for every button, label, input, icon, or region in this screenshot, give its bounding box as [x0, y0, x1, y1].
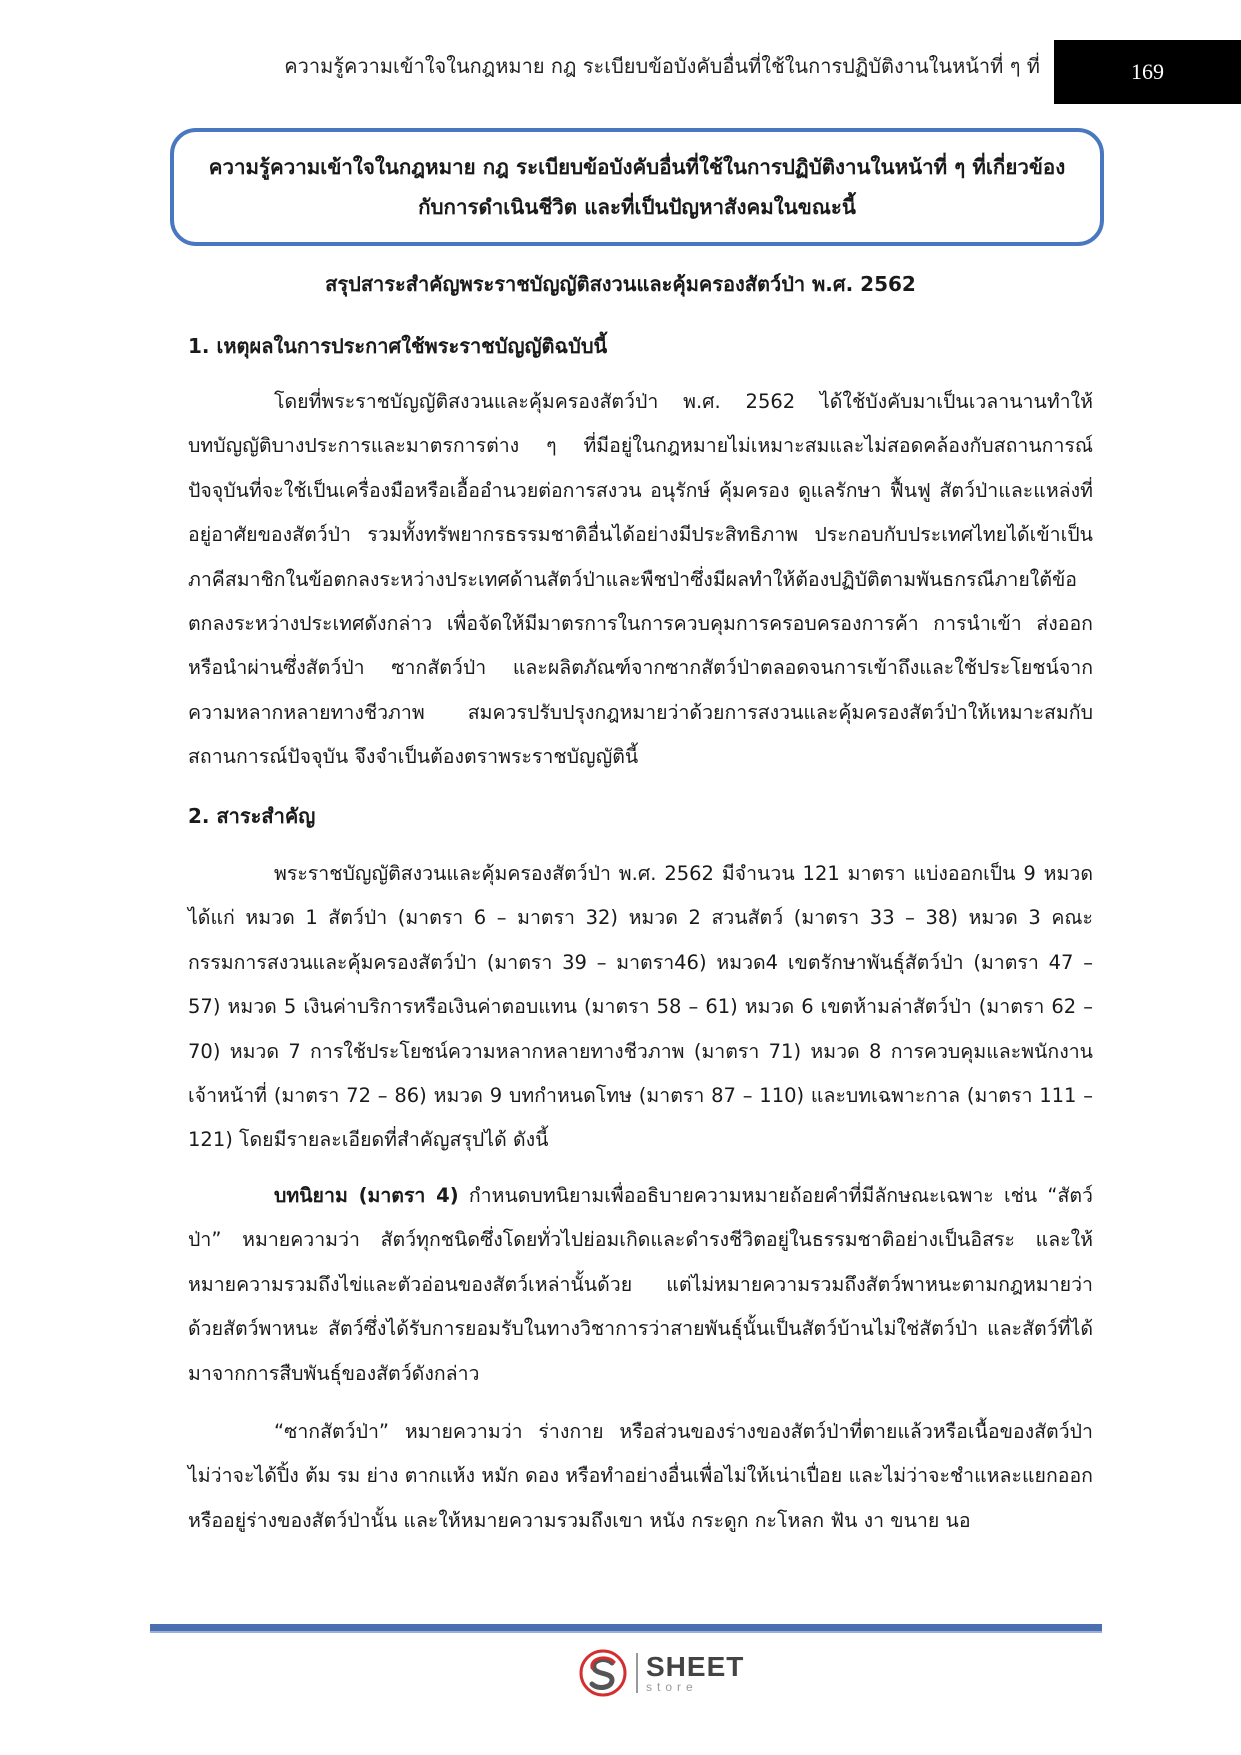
- running-header: ความรู้ความเข้าใจในกฎหมาย กฎ ระเบียบข้อบังคับอื่นที่ใช้ในการปฏิบัติงานในหน้าที่ ๆ ที่: [284, 54, 1040, 78]
- page-number-box: [1054, 40, 1241, 104]
- section-2-paragraph: [188, 852, 1093, 1163]
- logo-divider: [636, 1653, 638, 1693]
- title-line-2: กับการดำเนินชีวิต และที่เป็นปัญหาสังคมในขณะนี้: [418, 195, 856, 219]
- definitions-paragraph: [188, 1174, 1093, 1396]
- document-subtitle: สรุปสาระสำคัญพระราชบัญญัติสงวนและคุ้มครองสัตว์ป่า พ.ศ. 2562: [325, 272, 916, 296]
- logo-text: [646, 1653, 744, 1693]
- section-2-text: พระราชบัญญัติสงวนและคุ้มครองสัตว์ป่า พ.ศ. 2562 มีจำนวน 121 มาตรา แบ่งออกเป็น 9 หมวด ได้แก่ หมวด 1 สัตว์ป่า (มาตรา 6 – มาตรา 32) หมวด 2 สวนสัตว์ (มาตรา 33 – 38) หมวด 3 คณะกรรมการสงวนและคุ้มครองสัตว์ป่า (มาตรา 39 – มาตรา46) หมวด4 เขตรักษาพันธุ์สัตว์ป่า (มาตรา 47 – 57) หมวด 5 เงินค่าบริการหรือเงินค่าตอบแทน (มาตรา 58 – 61) หมวด 6 เขตห้ามล่าสัตว์ป่า (มาตรา 62 – 70) หมวด 7 การใช้ประโยชน์ความหลากหลายทางชีวภาพ (มาตรา 71) หมวด 8 การควบคุมและพนักงานเจ้าหน้าที่ (มาตรา 72 – 86) หมวด 9 บทกำหนดโทษ (มาตรา 87 – 110) และบทเฉพาะกาล (มาตรา 111 – 121) โดยมีรายละเอียดที่สำคัญสรุปได้ ดังนี้: [188, 862, 1093, 1152]
- logo-main-text: SHEET: [646, 1651, 745, 1682]
- section-2-heading: 2. สาระสำคัญ: [188, 804, 316, 828]
- section-1-paragraph: [188, 380, 1093, 780]
- definitions-text: กำหนดบทนิยามเพื่ออธิบายความหมายถ้อยคำที่มีลักษณะเฉพาะ เช่น “สัตว์ป่า” หมายความว่า สัตว์ทุกชนิดซึ่งโดยทั่วไปย่อมเกิดและดำรงชีวิตอยู่ในธรรมชาติอย่างเป็นอิสระ และให้หมายความรวมถึงไข่และตัวอ่อนของสัตว์เหล่านั้นด้วย แต่ไม่หมายความรวมถึงสัตว์พาหนะตามกฎหมายว่าด้วยสัตว์พาหนะ สัตว์ซึ่งได้รับการยอมรับในทางวิชาการว่าสายพันธุ์นั้นเป็นสัตว์บ้านไม่ใช่สัตว์ป่า และสัตว์ที่ได้มาจากการสืบพันธุ์ของสัตว์ดังกล่าว: [188, 1184, 1093, 1385]
- sheet-store-logo-icon: [578, 1648, 628, 1698]
- footer-rule: [150, 1624, 1102, 1633]
- title-box: [170, 128, 1104, 246]
- carcass-definition-text: “ซากสัตว์ป่า” หมายความว่า ร่างกาย หรือส่วนของร่างของสัตว์ป่าที่ตายแล้วหรือเนื้อของสัตว์ป่า ไม่ว่าจะได้ปิ้ง ต้ม รม ย่าง ตากแห้ง หมัก ดอง หรือทำอย่างอื่นเพื่อไม่ให้เน่าเปื่อย และไม่ว่าจะชำแหละแยกออก หรืออยู่ร่างของสัตว์ป่านั้น และให้หมายความรวมถึงเขา หนัง กระดูก กะโหลก ฟัน งา ขนาย นอ: [188, 1420, 1093, 1532]
- definitions-lead: บทนิยาม (มาตรา 4): [274, 1184, 459, 1207]
- title-line-1: ความรู้ความเข้าใจในกฎหมาย กฎ ระเบียบข้อบังคับอื่นที่ใช้ในการปฏิบัติงานในหน้าที่ ๆ ที่เกี่ยวข้อง: [208, 155, 1066, 179]
- page-number: 169: [1131, 59, 1164, 84]
- logo-sub-text: store: [646, 1680, 698, 1694]
- carcass-definition-paragraph: [188, 1410, 1093, 1543]
- section-1-text: โดยที่พระราชบัญญัติสงวนและคุ้มครองสัตว์ป่า พ.ศ. 2562 ได้ใช้บังคับมาเป็นเวลานานทำให้บทบัญญัติบางประการและมาตรการต่าง ๆ ที่มีอยู่ในกฎหมายไม่เหมาะสมและไม่สอดคล้องกับสถานการณ์ปัจจุบันที่จะใช้เป็นเครื่องมือหรือเอื้ออำนวยต่อการสงวน อนุรักษ์ คุ้มครอง ดูแลรักษา ฟื้นฟู สัตว์ป่าและแหล่งที่อยู่อาศัยของสัตว์ป่า รวมทั้งทรัพยากรธรรมชาติอื่นได้อย่างมีประสิทธิภาพ ประกอบกับประเทศไทยได้เข้าเป็นภาคีสมาชิกในข้อตกลงระหว่างประเทศด้านสัตว์ป่าและพืชป่าซึ่งมีผลทำให้ต้องปฏิบัติตามพันธกรณีภายใต้ข้อตกลงระหว่างประเทศดังกล่าว เพื่อจัดให้มีมาตรการในการควบคุมการครอบครองการค้า การนำเข้า ส่งออก หรือนำผ่านซึ่งสัตว์ป่า ซากสัตว์ป่า และผลิตภัณฑ์จากซากสัตว์ป่าตลอดจนการเข้าถึงและใช้ประโยชน์จากความหลากหลายทางชีวภาพ สมควรปรับปรุงกฎหมายว่าด้วยการสงวนและคุ้มครองสัตว์ป่าให้เหมาะสมกับสถานการณ์ปัจจุบัน จึงจำเป็นต้องตราพระราชบัญญัตินี้: [188, 390, 1093, 769]
- section-1-heading: 1. เหตุผลในการประกาศใช้พระราชบัญญัติฉบับนี้: [188, 334, 608, 358]
- footer-logo: [578, 1648, 744, 1698]
